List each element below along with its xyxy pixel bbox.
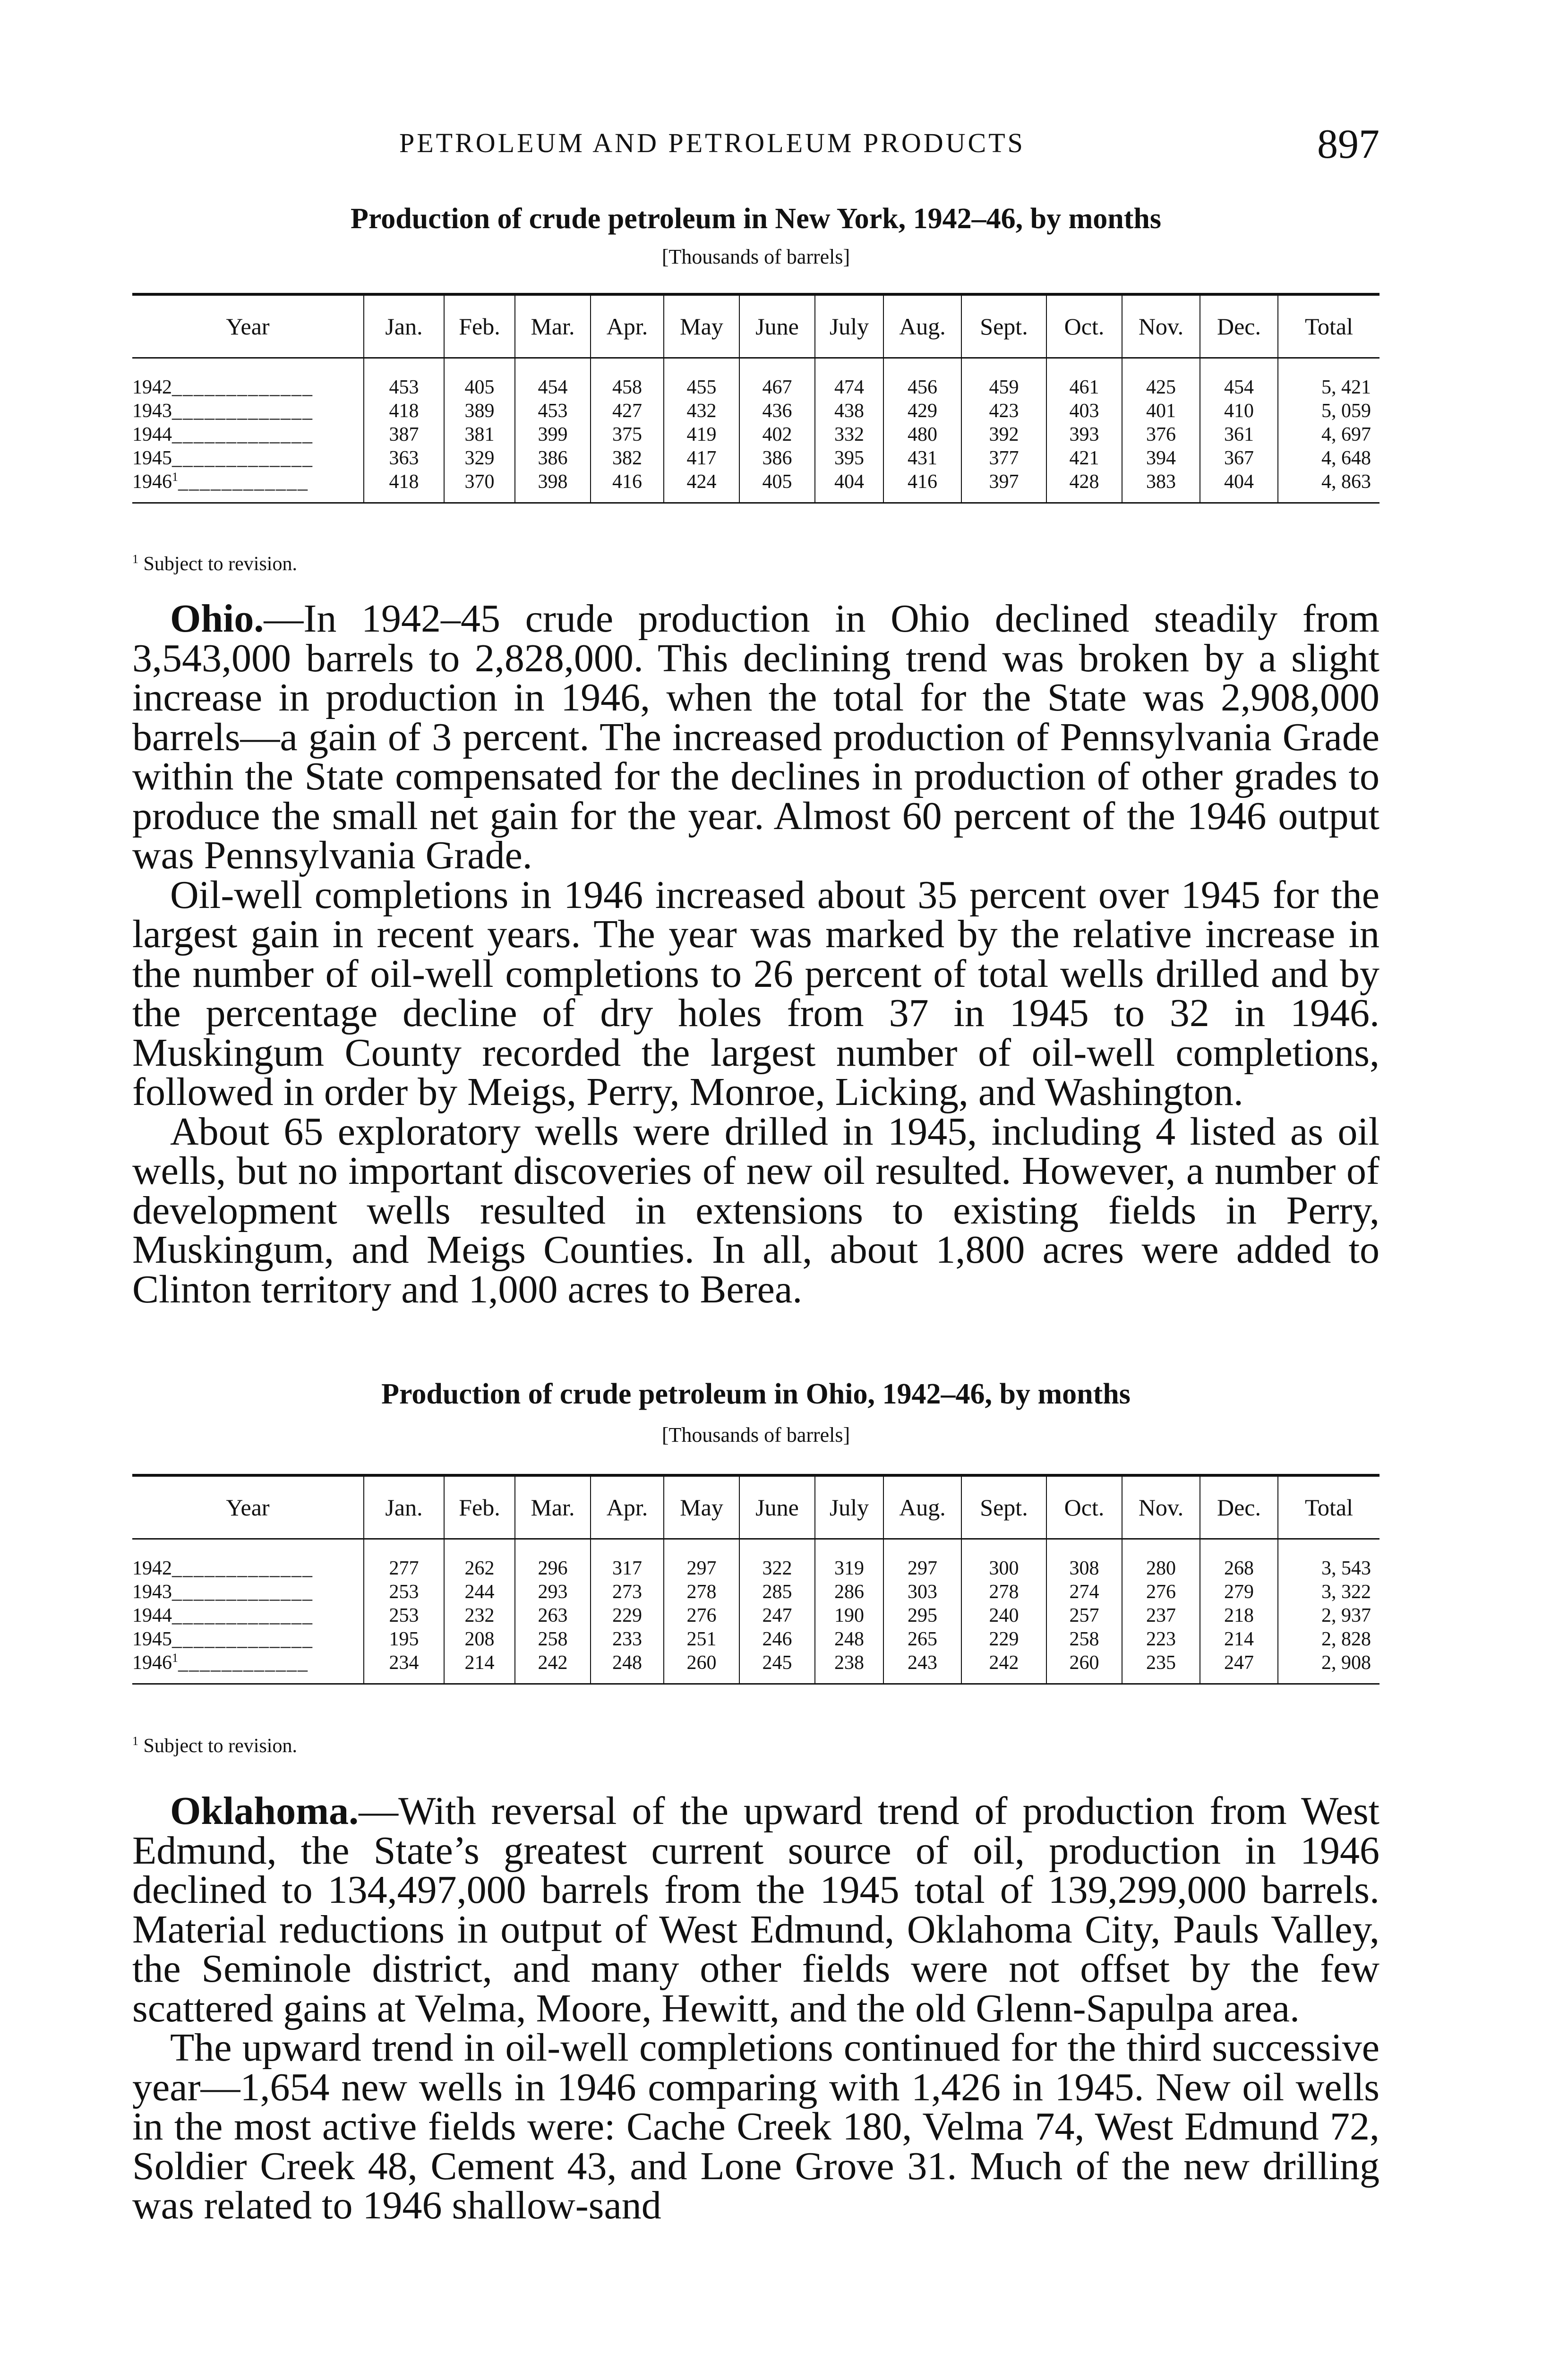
column-header: Dec. <box>1200 1475 1278 1539</box>
ohio-heading: Ohio. <box>170 597 264 641</box>
table-row <box>132 446 1379 470</box>
value-cell: 427 <box>591 399 664 423</box>
year-label: 1945 <box>132 447 172 469</box>
value-cell: 296 <box>515 1539 591 1581</box>
oklahoma-paragraph-1 <box>132 1791 1379 2028</box>
column-header: Dec. <box>1200 294 1278 358</box>
year-label: 1946 <box>132 1652 172 1674</box>
value-cell: 218 <box>1200 1604 1278 1627</box>
value-cell: 370 <box>444 470 515 503</box>
value-cell: 467 <box>739 358 815 400</box>
production-table-new-york <box>132 293 1379 504</box>
value-cell: 240 <box>961 1604 1046 1627</box>
value-cell: 383 <box>1122 470 1200 503</box>
value-cell: 319 <box>815 1539 883 1581</box>
value-cell: 308 <box>1046 1539 1122 1581</box>
column-header: July <box>815 294 883 358</box>
column-header: June <box>739 294 815 358</box>
table-row <box>132 1627 1379 1651</box>
footnote-mark: 1 <box>132 1734 138 1748</box>
year-label: 1946 <box>132 471 172 493</box>
dot-leader: _____________ <box>172 1581 313 1603</box>
value-cell: 418 <box>364 399 444 423</box>
table-row <box>132 358 1379 400</box>
page-number: 897 <box>1317 121 1379 167</box>
value-cell: 274 <box>1046 1580 1122 1604</box>
value-cell: 399 <box>515 423 591 446</box>
value-cell: 246 <box>739 1627 815 1651</box>
value-cell: 405 <box>739 470 815 503</box>
oklahoma-paragraph-1-text: —With reversal of the upward trend of production from West Edmund, the State’s greatest current source of oil, production in 1946 declined to 134,497,000 barrels from the 1945 total of 139,299,000 barrels. Material reductions in output of West Edmund, Oklahoma City, Pauls Valley, the Seminole district, and many other fields were not offset by the few scattered gains at Velma, Moore, Hewitt, and the old Glenn-Sapulpa area. <box>132 1789 1379 2030</box>
value-cell: 242 <box>961 1651 1046 1684</box>
column-header: July <box>815 1475 883 1539</box>
oklahoma-section <box>132 1791 1379 2225</box>
value-cell: 424 <box>664 470 739 503</box>
value-cell: 247 <box>739 1604 815 1627</box>
value-cell: 453 <box>364 358 444 400</box>
value-cell: 410 <box>1200 399 1278 423</box>
value-cell: 253 <box>364 1604 444 1627</box>
value-cell: 297 <box>664 1539 739 1581</box>
column-header: May <box>664 1475 739 1539</box>
value-cell: 416 <box>591 470 664 503</box>
value-cell: 214 <box>444 1651 515 1684</box>
value-cell: 247 <box>1200 1651 1278 1684</box>
value-cell: 382 <box>591 446 664 470</box>
column-header: Feb. <box>444 1475 515 1539</box>
value-cell: 363 <box>364 446 444 470</box>
column-header: Year <box>132 1475 364 1539</box>
table-header-row <box>132 294 1379 358</box>
year-label: 1944 <box>132 424 172 445</box>
value-cell: 429 <box>883 399 961 423</box>
value-cell: 322 <box>739 1539 815 1581</box>
value-cell: 258 <box>1046 1627 1122 1651</box>
value-cell: 279 <box>1200 1580 1278 1604</box>
value-cell: 402 <box>739 423 815 446</box>
value-cell: 265 <box>883 1627 961 1651</box>
table-row <box>132 1539 1379 1581</box>
year-label: 1942 <box>132 377 172 398</box>
value-cell: 214 <box>1200 1627 1278 1651</box>
oklahoma-paragraph-2: The upward trend in oil-well completions continued for the third successive year—1,654 new wells in 1946 comparing with 1,426 in 1945. New oil wells in the most active fields were: Cache Creek 180, Velma 74, West Edmund 72, Soldier Creek 48, Cement 43, and Lone Grove 31. Much of the new drilling was related to 1946 shallow-sand <box>132 2026 1379 2227</box>
value-cell: 455 <box>664 358 739 400</box>
ohio-paragraph-3: About 65 exploratory wells were drilled in 1945, including 4 listed as oil wells, but no important discoveries of new oil resulted. However, a number of development wells resulted in extensions to existing fields in Perry, Muskingum, and Meigs Counties. In all, about 1,800 acres were added to Clinton territory and 1,000 acres to Berea. <box>132 1109 1379 1311</box>
oklahoma-heading: Oklahoma. <box>170 1789 359 1833</box>
value-cell: 277 <box>364 1539 444 1581</box>
dot-leader: _____________ <box>172 377 313 398</box>
value-cell: 428 <box>1046 470 1122 503</box>
table-row <box>132 470 1379 503</box>
dot-leader: _____________ <box>172 424 313 445</box>
table-row <box>132 1604 1379 1627</box>
total-cell: 2, 828 <box>1278 1627 1379 1651</box>
year-cell <box>132 470 364 503</box>
value-cell: 361 <box>1200 423 1278 446</box>
value-cell: 208 <box>444 1627 515 1651</box>
value-cell: 398 <box>515 470 591 503</box>
value-cell: 195 <box>364 1627 444 1651</box>
value-cell: 401 <box>1122 399 1200 423</box>
value-cell: 423 <box>961 399 1046 423</box>
value-cell: 280 <box>1122 1539 1200 1581</box>
value-cell: 276 <box>664 1604 739 1627</box>
value-cell: 329 <box>444 446 515 470</box>
value-cell: 286 <box>815 1580 883 1604</box>
value-cell: 392 <box>961 423 1046 446</box>
value-cell: 332 <box>815 423 883 446</box>
value-cell: 242 <box>515 1651 591 1684</box>
value-cell: 386 <box>739 446 815 470</box>
value-cell: 229 <box>961 1627 1046 1651</box>
value-cell: 260 <box>664 1651 739 1684</box>
value-cell: 432 <box>664 399 739 423</box>
year-label: 1942 <box>132 1558 172 1579</box>
table-unit-new-york: [Thousands of barrels] <box>661 245 850 268</box>
value-cell: 376 <box>1122 423 1200 446</box>
value-cell: 253 <box>364 1580 444 1604</box>
year-cell <box>132 1627 364 1651</box>
value-cell: 381 <box>444 423 515 446</box>
value-cell: 245 <box>739 1651 815 1684</box>
value-cell: 394 <box>1122 446 1200 470</box>
year-cell <box>132 423 364 446</box>
dot-leader: ____________ <box>178 1652 308 1674</box>
value-cell: 397 <box>961 470 1046 503</box>
value-cell: 404 <box>815 470 883 503</box>
column-header: Apr. <box>591 294 664 358</box>
column-header: Jan. <box>364 294 444 358</box>
column-header: Aug. <box>883 294 961 358</box>
column-header: Oct. <box>1046 1475 1122 1539</box>
value-cell: 293 <box>515 1580 591 1604</box>
value-cell: 418 <box>364 470 444 503</box>
total-cell: 4, 648 <box>1278 446 1379 470</box>
value-cell: 395 <box>815 446 883 470</box>
total-cell: 2, 937 <box>1278 1604 1379 1627</box>
dot-leader: _____________ <box>172 447 313 469</box>
value-cell: 431 <box>883 446 961 470</box>
column-header: Mar. <box>515 1475 591 1539</box>
footnote-ohio <box>132 1735 297 1757</box>
value-cell: 278 <box>664 1580 739 1604</box>
value-cell: 480 <box>883 423 961 446</box>
dot-leader: _____________ <box>172 1628 313 1650</box>
dot-leader: _____________ <box>172 1558 313 1579</box>
value-cell: 229 <box>591 1604 664 1627</box>
value-cell: 454 <box>1200 358 1278 400</box>
value-cell: 235 <box>1122 1651 1200 1684</box>
value-cell: 223 <box>1122 1627 1200 1651</box>
total-cell: 4, 697 <box>1278 423 1379 446</box>
table-header-row <box>132 1475 1379 1539</box>
footnote-ref: 1 <box>172 1651 178 1665</box>
value-cell: 375 <box>591 423 664 446</box>
running-title: PETROLEUM AND PETROLEUM PRODUCTS <box>399 128 1025 158</box>
value-cell: 295 <box>883 1604 961 1627</box>
column-header: Year <box>132 294 364 358</box>
ohio-section <box>132 599 1379 1309</box>
column-header: Nov. <box>1122 294 1200 358</box>
table-row <box>132 1580 1379 1604</box>
year-cell <box>132 1539 364 1581</box>
total-cell: 2, 908 <box>1278 1651 1379 1684</box>
total-cell: 5, 421 <box>1278 358 1379 400</box>
year-cell <box>132 1651 364 1684</box>
value-cell: 404 <box>1200 470 1278 503</box>
total-cell: 5, 059 <box>1278 399 1379 423</box>
footnote-text: Subject to revision. <box>143 553 297 575</box>
value-cell: 454 <box>515 358 591 400</box>
value-cell: 300 <box>961 1539 1046 1581</box>
ohio-paragraph-1 <box>132 599 1379 875</box>
table-row <box>132 399 1379 423</box>
value-cell: 387 <box>364 423 444 446</box>
value-cell: 317 <box>591 1539 664 1581</box>
value-cell: 285 <box>739 1580 815 1604</box>
value-cell: 273 <box>591 1580 664 1604</box>
year-label: 1943 <box>132 400 172 422</box>
column-header: May <box>664 294 739 358</box>
table-row <box>132 1651 1379 1684</box>
table-title-new-york: Production of crude petroleum in New York, 1942–46, by months <box>351 203 1161 235</box>
dot-leader: _____________ <box>172 400 313 422</box>
year-label: 1945 <box>132 1628 172 1650</box>
running-head <box>132 120 1379 172</box>
table-title-ohio: Production of crude petroleum in Ohio, 1942–46, by months <box>381 1378 1131 1410</box>
footnote-text: Subject to revision. <box>143 1735 297 1757</box>
total-cell: 4, 863 <box>1278 470 1379 503</box>
column-header: Total <box>1278 1475 1379 1539</box>
value-cell: 303 <box>883 1580 961 1604</box>
ohio-paragraph-1-text: —In 1942–45 crude production in Ohio declined steadily from 3,543,000 barrels to 2,828,000. This declining trend was broken by a slight increase in production in 1946, when the total for the State was 2,908,000 barrels—a gain of 3 percent. The increased production of Pennsylvania Grade within the State compensated for the declines in production of other grades to produce the small net gain for the year. Almost 60 percent of the 1946 output was Pennsylvania Grade. <box>132 597 1379 877</box>
value-cell: 417 <box>664 446 739 470</box>
value-cell: 438 <box>815 399 883 423</box>
value-cell: 367 <box>1200 446 1278 470</box>
value-cell: 248 <box>591 1651 664 1684</box>
column-header: Feb. <box>444 294 515 358</box>
footnote-mark: 1 <box>132 552 138 566</box>
value-cell: 456 <box>883 358 961 400</box>
table-row <box>132 423 1379 446</box>
column-header: Sept. <box>961 294 1046 358</box>
value-cell: 232 <box>444 1604 515 1627</box>
value-cell: 419 <box>664 423 739 446</box>
value-cell: 243 <box>883 1651 961 1684</box>
total-cell: 3, 322 <box>1278 1580 1379 1604</box>
value-cell: 377 <box>961 446 1046 470</box>
column-header: Sept. <box>961 1475 1046 1539</box>
value-cell: 238 <box>815 1651 883 1684</box>
value-cell: 425 <box>1122 358 1200 400</box>
value-cell: 453 <box>515 399 591 423</box>
value-cell: 276 <box>1122 1580 1200 1604</box>
ohio-paragraph-2: Oil-well completions in 1946 increased about 35 percent over 1945 for the largest gain in recent years. The year was marked by the relative increase in the number of oil-well completions to 26 percent of total wells drilled and by the percentage decline of dry holes from 37 in 1945 to 32 in 1946. Muskingum County recorded the largest number of oil-well completions, followed in order by Meigs, Perry, Monroe, Licking, and Washington. <box>132 873 1379 1114</box>
dot-leader: _____________ <box>172 1605 313 1626</box>
value-cell: 263 <box>515 1604 591 1627</box>
column-header: Apr. <box>591 1475 664 1539</box>
value-cell: 421 <box>1046 446 1122 470</box>
value-cell: 297 <box>883 1539 961 1581</box>
column-header: Oct. <box>1046 294 1122 358</box>
value-cell: 260 <box>1046 1651 1122 1684</box>
value-cell: 251 <box>664 1627 739 1651</box>
footnote-new-york <box>132 553 297 575</box>
value-cell: 190 <box>815 1604 883 1627</box>
production-table-ohio <box>132 1474 1379 1685</box>
year-label: 1943 <box>132 1581 172 1603</box>
column-header: Mar. <box>515 294 591 358</box>
column-header: Aug. <box>883 1475 961 1539</box>
value-cell: 262 <box>444 1539 515 1581</box>
value-cell: 458 <box>591 358 664 400</box>
footnote-ref: 1 <box>172 470 178 484</box>
value-cell: 233 <box>591 1627 664 1651</box>
year-label: 1944 <box>132 1605 172 1626</box>
year-cell <box>132 399 364 423</box>
year-cell <box>132 446 364 470</box>
year-cell <box>132 1604 364 1627</box>
value-cell: 459 <box>961 358 1046 400</box>
value-cell: 393 <box>1046 423 1122 446</box>
table-unit-ohio: [Thousands of barrels] <box>661 1423 850 1446</box>
column-header: Total <box>1278 294 1379 358</box>
value-cell: 389 <box>444 399 515 423</box>
value-cell: 386 <box>515 446 591 470</box>
value-cell: 436 <box>739 399 815 423</box>
value-cell: 258 <box>515 1627 591 1651</box>
value-cell: 237 <box>1122 1604 1200 1627</box>
dot-leader: ____________ <box>178 471 308 493</box>
column-header: Nov. <box>1122 1475 1200 1539</box>
value-cell: 403 <box>1046 399 1122 423</box>
value-cell: 278 <box>961 1580 1046 1604</box>
total-cell: 3, 543 <box>1278 1539 1379 1581</box>
value-cell: 234 <box>364 1651 444 1684</box>
year-cell <box>132 358 364 400</box>
value-cell: 416 <box>883 470 961 503</box>
value-cell: 461 <box>1046 358 1122 400</box>
value-cell: 257 <box>1046 1604 1122 1627</box>
value-cell: 405 <box>444 358 515 400</box>
column-header: Jan. <box>364 1475 444 1539</box>
column-header: June <box>739 1475 815 1539</box>
value-cell: 268 <box>1200 1539 1278 1581</box>
value-cell: 248 <box>815 1627 883 1651</box>
value-cell: 244 <box>444 1580 515 1604</box>
value-cell: 474 <box>815 358 883 400</box>
year-cell <box>132 1580 364 1604</box>
